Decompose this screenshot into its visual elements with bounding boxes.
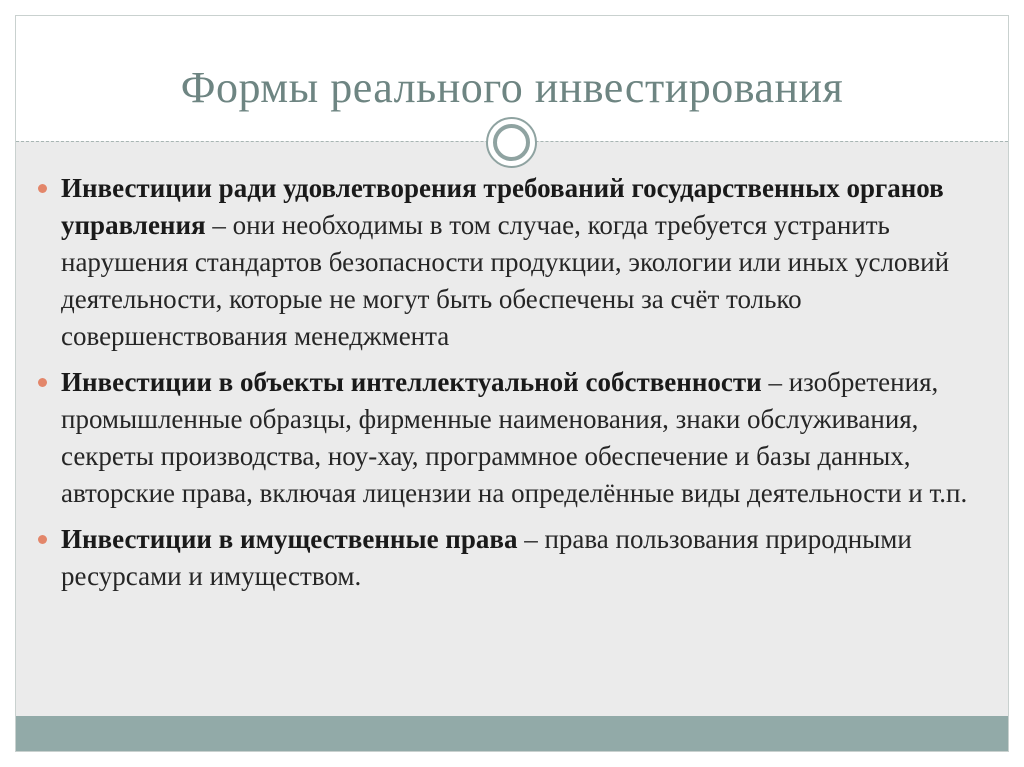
list-item: [38, 170, 998, 355]
list-item: [38, 364, 998, 512]
item-heading: Инвестиции в имущественные права: [61, 524, 518, 554]
bullet-icon: [38, 378, 47, 387]
circle-ornament-icon: [486, 117, 537, 168]
slide-title: Формы реального инвестирования: [180, 63, 844, 112]
item-heading: Инвестиции в объекты интеллектуальной собственности: [61, 367, 762, 397]
footer-band: [16, 716, 1008, 751]
circle-ornament-inner: [493, 124, 530, 161]
item-text: – изобретения, промышленные образцы, фирменные наименования, знаки обслуживания, секреты производства, ноу-хау, программное обеспечение и базы данных, авторские права, включая лицензии на определённые виды деятельности и т.п.: [61, 367, 968, 508]
item-text: – права пользования природными ресурсами и имуществом.: [61, 524, 912, 591]
bullet-icon: [38, 535, 47, 544]
list-item: [38, 521, 998, 595]
slide: [15, 15, 1009, 752]
bullet-icon: [38, 184, 47, 193]
bullet-list: [38, 170, 998, 604]
item-heading: Инвестиции ради удовлетворения требований государственных органов управления: [61, 173, 944, 240]
item-text: – они необходимы в том случае, когда требуется устранить нарушения стандартов безопасности продукции, экологии или иных условий деятельности, которые не могут быть обеспечены за счёт только совершенствования менеджмента: [61, 210, 950, 351]
